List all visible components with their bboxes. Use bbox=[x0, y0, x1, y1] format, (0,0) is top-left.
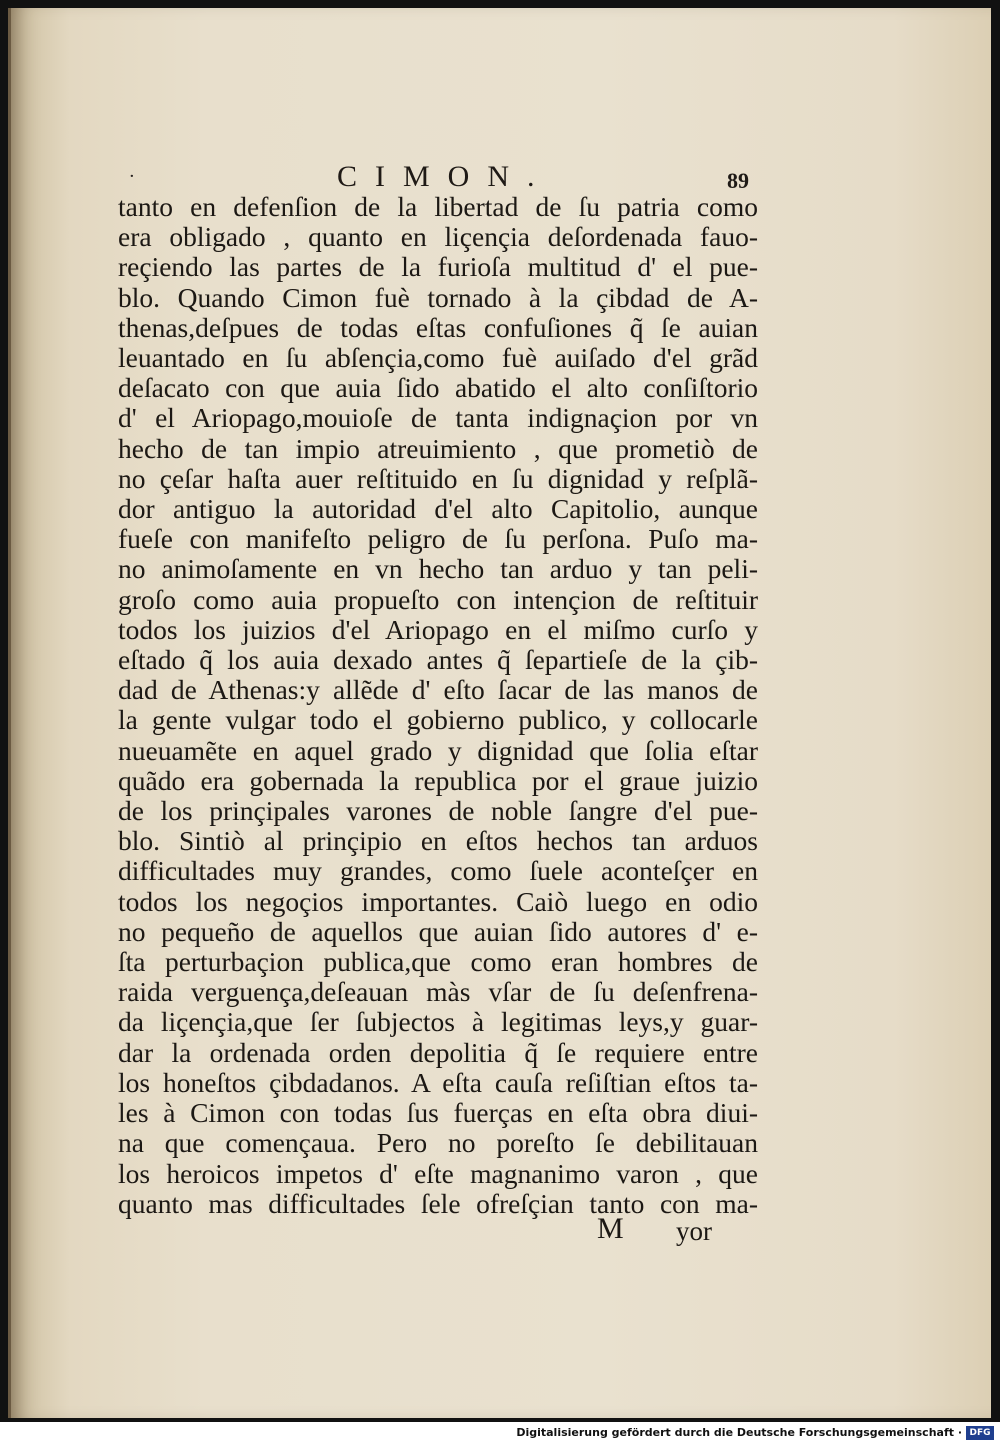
text-line: groſo como auia propueſto con intençion de reſtituir bbox=[118, 583, 758, 615]
text-line: dor antiguo la autoridad d'el alto Capitolio, aunque bbox=[118, 493, 758, 525]
text-line: ſta perturbaçion publica,que como eran hombres de bbox=[118, 946, 758, 978]
text-line: nueuamẽte en aquel grado y dignidad que ſolia eſtar bbox=[118, 734, 758, 766]
text-line: les à Cimon con todas ſus fuerças en eſta obra diui- bbox=[118, 1097, 758, 1129]
text-line: no pequeño de aquellos que auian ſido autores d' e- bbox=[118, 915, 758, 947]
text-line: la gente vulgar todo el gobierno publico, y collocarle bbox=[118, 704, 758, 736]
text-line: blo. Sintiò al prinçipio en eſtos hechos tan arduos bbox=[118, 825, 758, 857]
text-line: quãdo era gobernada la republica por el graue juizio bbox=[118, 764, 758, 796]
text-line: fueſe con manifeſto peligro de ſu perſona. Puſo ma- bbox=[118, 523, 758, 555]
dfg-logo-icon: DFG bbox=[966, 1426, 994, 1440]
body-text bbox=[118, 192, 758, 1219]
text-line: los honeſtos çibdadanos. A eſta cauſa reſiſtian eſtos ta- bbox=[118, 1066, 758, 1098]
text-line: da liçençia,que ſer ſubjectos à legitimas leys,y guar- bbox=[118, 1006, 758, 1038]
text-line: deſacato con que auia ſido abatido el alto conſiſtorio bbox=[118, 372, 758, 404]
text-line: blo. Quando Cimon fuè tornado à la çibdad de A- bbox=[118, 281, 758, 313]
text-line: tanto en defenſion de la libertad de ſu patria como bbox=[118, 191, 758, 222]
text-line: difficultades muy grandes, como ſuele aconteſçer en bbox=[118, 855, 758, 887]
text-line: d' el Ariopago,mouioſe de tanta indignaçion por vn bbox=[118, 402, 758, 434]
footer-credit: Digitalisierung gefördert durch die Deutsche Forschungsgemeinschaft · bbox=[516, 1426, 962, 1439]
text-line: thenas,deſpues de todas eſtas confuſiones q̃ ſe auian bbox=[118, 311, 758, 343]
text-line: leuantado en ſu abſençia,como fuè auiſado d'el grãd bbox=[118, 342, 758, 374]
running-head-mark: · bbox=[129, 166, 135, 187]
text-line: no animoſamente en vn hecho tan arduo y tan peli- bbox=[118, 553, 758, 585]
text-line: eſtado q̃ los auia dexado antes q̃ ſepartieſe de la çib- bbox=[118, 644, 758, 676]
text-line: era obligado , quanto en liçençia deſordenada fauo- bbox=[118, 221, 758, 253]
catch-line bbox=[11, 1212, 991, 1252]
text-line: hecho de tan impio atreuimiento , que prometiò de bbox=[118, 432, 758, 464]
text-line: quanto mas difficultades ſele ofreſçian tanto con ma- bbox=[118, 1187, 758, 1219]
page-number: 89 bbox=[727, 168, 749, 193]
signature-mark: M bbox=[597, 1212, 624, 1245]
book-page bbox=[8, 8, 991, 1418]
catchword: yor bbox=[676, 1216, 712, 1246]
text-line: na que començaua. Pero no poreſto ſe debilitauan bbox=[118, 1127, 758, 1159]
text-line: reçiendo las partes de la furioſa multitud d' el pue- bbox=[118, 251, 758, 283]
text-line: todos los juizios d'el Ariopago en el miſmo curſo y bbox=[118, 613, 758, 645]
running-head bbox=[11, 156, 991, 196]
page-title: CIMON. bbox=[337, 160, 553, 193]
text-line: dar la ordenada orden depolitia q̃ ſe requiere entre bbox=[118, 1036, 758, 1068]
text-line: los heroicos impetos d' eſte magnanimo varon , que bbox=[118, 1157, 758, 1189]
footer-bar bbox=[0, 1422, 1000, 1445]
text-line: de los prinçipales varones de noble ſangre d'el pue- bbox=[118, 795, 758, 827]
text-line: raida verguença,deſeauan màs vſar de ſu deſenfrena- bbox=[118, 976, 758, 1008]
text-line: todos los negoçios importantes. Caiò luego en odio bbox=[118, 885, 758, 917]
text-line: dad de Athenas:y allẽde d' eſto ſacar de las manos de bbox=[118, 674, 758, 706]
text-line: no çeſar haſta auer reſtituido en ſu dignidad y reſplã- bbox=[118, 462, 758, 494]
